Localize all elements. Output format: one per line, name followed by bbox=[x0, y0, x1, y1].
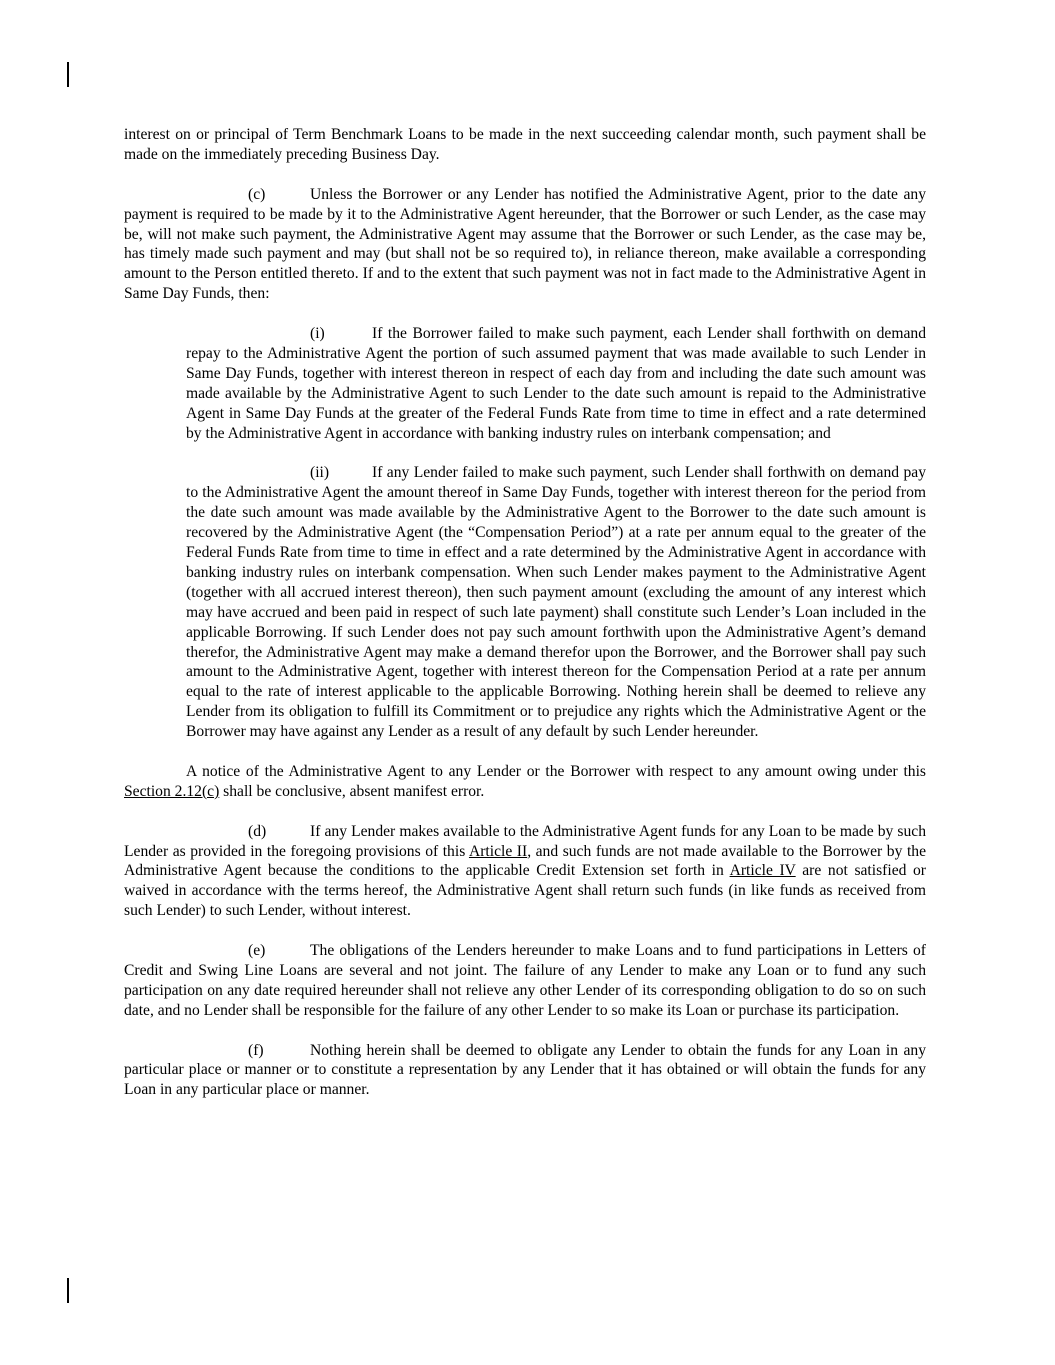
notice-text-start: A notice of the Administrative Agent to any Lender or the Borrower with respect to any amount owing under this bbox=[186, 762, 926, 780]
clause-label-e: (e) bbox=[248, 942, 266, 960]
clause-text-d-start: If any Lender makes available to the Administrative Agent funds for any Loan to be made by such Lender as provided in the foregoing provisions of this bbox=[124, 822, 926, 860]
clause-text-e: The obligations of the Lenders hereunder to make Loans and to fund participations in Letters of Credit and Swing Line Loans are several and not joint. The failure of any Lender to make any Loan or to fund any such participation on any date required hereunder shall not relieve any other Lender of its corresponding obligation to do so on such date, and no Lender shall be responsible for the failure of any other Lender to so make its Loan or purchase its participation. bbox=[124, 942, 926, 1019]
clause-text-i: If the Borrower failed to make such payment, each Lender shall forthwith on demand repay to the Administrative Agent the portion of such assumed payment that was made available to such Lender in Same Day Funds, together with interest thereon in respect of each day from and including the date such amount was made available by the Administrative Agent to such Lender to the date such amount is repaid to the Administrative Agent in Same Day Funds at the greater of the Federal Funds Rate from time to time in effect and a rate determined by the Administrative Agent in accordance with banking industry rules on interbank compensation; and bbox=[186, 325, 926, 442]
clause-text-d-middle: , and such funds are not made available to the Borrower by the Administrative Agent because the conditions to the applicable Credit Extension set forth in bbox=[124, 842, 926, 880]
clause-text-d-end: are not satisfied or waived in accordance with the terms hereof, the Administrative Agent shall return such funds (in like funds as received from such Lender) to such Lender, without interest. bbox=[124, 862, 927, 920]
notice-text-end: shall be conclusive, absent manifest error. bbox=[219, 782, 485, 800]
margin-change-bar-bottom bbox=[67, 1278, 69, 1303]
paragraph-c-i bbox=[124, 324, 926, 443]
clause-label-f: (f) bbox=[248, 1041, 264, 1059]
document-body bbox=[124, 125, 926, 1120]
clause-text-c: Unless the Borrower or any Lender has notified the Administrative Agent, prior to the date any payment is required to be made by it to the Administrative Agent hereunder, that the Borrower or such Lender, as the case may be, will not make such payment, the Administrative Agent may assume that the Borrower or such Lender, as the case may be, has timely made such payment and may (but shall not be so required to), in reliance thereon, make available a corresponding amount to the Person entitled thereto. If and to the extent that such payment was not in fact made to the Administrative Agent in Same Day Funds, then: bbox=[124, 185, 926, 303]
clause-label-c: (c) bbox=[248, 185, 266, 203]
paragraph-d bbox=[124, 822, 926, 922]
clause-label-ii: (ii) bbox=[310, 464, 330, 482]
article-ii-reference-link[interactable]: Article II bbox=[468, 842, 528, 860]
clause-text-f: Nothing herein shall be deemed to obligate any Lender to obtain the funds for any Loan in any particular place or manner or to constitute a representation by any Lender that it has obtained or will obtain the funds for any Loan in any particular place or manner. bbox=[124, 1041, 926, 1099]
article-iv-reference-link[interactable]: Article IV bbox=[729, 862, 796, 880]
clause-text-ii: If any Lender failed to make such payment, such Lender shall forthwith on demand pay to the Administrative Agent the amount thereof in Same Day Funds, together with interest thereon for the period from the date such amount was made available by the Administrative Agent to the Borrower to the date such amount is recovered by the Administrative Agent (the “Compensation Period”) at a rate per annum equal to the greater of the Federal Funds Rate from time to time in effect and a rate determined by the Administrative Agent in accordance with banking industry rules on interbank compensation. When such Lender makes payment to the Administrative Agent (together with all accrued interest thereon), then such payment amount (excluding the amount of any interest which may have accrued and been paid in respect of such late payment) shall constitute such Lender’s Loan included in the applicable Borrowing. If such Lender does not pay such amount forthwith upon the Administrative Agent’s demand therefor, the Administrative Agent may make a demand therefor upon the Borrower, and the Borrower shall pay such amount to the Administrative Agent, together with interest thereon for the Compensation Period at a rate per annum equal to the rate of interest applicable to the applicable Borrowing. Nothing herein shall be deemed to relieve any Lender from its obligation to fulfill its Commitment or to prejudice any rights which the Administrative Agent or the Borrower may have against any Lender as a result of any default by such Lender hereunder. bbox=[186, 464, 926, 741]
clause-label-d: (d) bbox=[248, 822, 267, 840]
margin-change-bar-top bbox=[67, 62, 69, 87]
paragraph-notice bbox=[124, 762, 926, 802]
paragraph-continuation: interest on or principal of Term Benchmark Loans to be made in the next succeeding calendar month, such payment shall be made on the immediately preceding Business Day. bbox=[124, 126, 926, 163]
paragraph-f bbox=[124, 1041, 926, 1101]
section-reference-link[interactable]: Section 2.12(c) bbox=[124, 782, 220, 800]
clause-label-i: (i) bbox=[310, 325, 325, 343]
paragraph-e bbox=[124, 941, 926, 1021]
paragraph-c-ii bbox=[124, 463, 926, 742]
paragraph-c bbox=[124, 185, 926, 304]
